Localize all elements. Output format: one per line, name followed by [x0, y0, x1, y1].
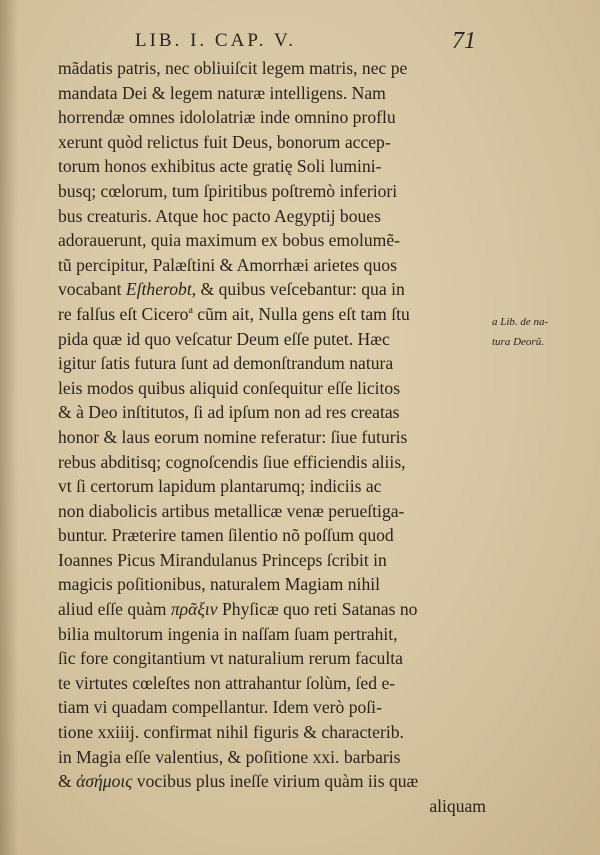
text-line: tũ percipitur, Palæſtini & Amorrhæi arietes quos [58, 254, 397, 275]
text-line: non diabolicis artibus metallicæ venæ perueſtiga- [58, 500, 405, 521]
running-head-title: LIB. I. CAP. V. [135, 30, 296, 51]
text-segment: re falſus eſt Cicero [58, 303, 189, 324]
text-line: magicis poſitionibus, naturalem Magiam nihil [58, 574, 381, 595]
text-line [58, 769, 486, 794]
text-segment: cũm ait, Nulla gens eſt tam ſtu [192, 303, 410, 324]
text-line: rebus abditisq; cognoſcendis ſiue efficiendis aliis, [58, 451, 406, 472]
text-line: igitur ſatis futura ſunt ad demonſtrandum natura [58, 353, 394, 374]
text-line: honor & laus eorum nomine referatur: ſiue futuris [58, 426, 408, 447]
text-line: leis modos quibus aliquid conſequitur eſſe licitos [58, 377, 401, 398]
text-segment: aliud eſſe quàm [58, 599, 171, 620]
text-segment: vocibus plus ineſſe virium quàm iis quæ [132, 771, 419, 792]
text-line: ſic fore congitantium vt naturalium rerum faculta [58, 648, 403, 669]
text-segment: Phyſicæ quo reti Satanas no [217, 599, 418, 620]
text-line: buntur. Præterire tamen ſilentio nõ poſſum quod [58, 525, 394, 546]
text-line: te virtutes cœleſtes non attrahantur ſolùm, ſed e- [58, 672, 396, 693]
text-segment: Lib. de na- [500, 316, 549, 328]
marginal-note [492, 312, 592, 352]
text-segment: vocabant [58, 279, 126, 300]
text-line: tione xxiiij. confirmat nihil figuris & characterib. [58, 722, 404, 743]
text-line: tiam vi quadam compellantur. Idem verò poſi- [58, 697, 382, 718]
text-segment: & [58, 771, 77, 792]
text-line: in Magia eſſe valentius, & poſitione xxi. barbaris [58, 746, 401, 767]
text-line: vt ſi certorum lapidum plantarumq; indiciis ac [58, 476, 382, 497]
text-line: busq; cœlorum, tum ſpiritibus poſtremò inferiori [58, 180, 398, 201]
text-line [58, 302, 486, 327]
catchword: aliquam [429, 795, 486, 816]
text-segment: , & quibus veſcebantur: qua in [191, 279, 405, 300]
footnote-mark: a [492, 316, 498, 328]
text-line: Ioannes Picus Mirandulanus Princeps ſcribit in [58, 549, 387, 570]
italic-word: Eſtherobt [125, 279, 192, 300]
text-line: xerunt quòd relictus fuit Deus, bonorum accep- [58, 131, 391, 152]
body-text [58, 56, 486, 818]
text-line: horrendæ omnes idololatriæ inde omnino proflu [58, 107, 396, 128]
text-line: pida quæ id quo veſcatur Deum eſſe putet. Hæc [58, 328, 390, 349]
text-line: mandata Dei & legem naturæ intelligens. Nam [58, 82, 386, 103]
marginal-note-line: tura Deorũ. [492, 336, 544, 348]
text-line: bilia multorum ingenia in naſſam ſuam pertrahit, [58, 623, 398, 644]
text-line [58, 277, 486, 302]
gutter-shadow [0, 0, 18, 855]
text-line: bus creaturis. Atque hoc pacto Aegyptij boues [58, 205, 381, 226]
folio-number: 71 [452, 28, 476, 54]
text-line: & à Deo inſtitutos, ſi ad ipſum non ad res creatas [58, 402, 400, 423]
text-line: torum honos exhibitus acte gratię Soli lumini- [58, 156, 382, 177]
footnote-mark: a [188, 305, 193, 317]
greek-word: πρᾶξιν [170, 599, 218, 620]
greek-word: ἀσήμοις [76, 771, 133, 792]
text-line [58, 597, 486, 622]
text-line: mãdatis patris, nec obliuiſcit legem matris, nec pe [58, 58, 408, 78]
running-head [0, 28, 600, 58]
marginal-note-line [492, 312, 592, 332]
text-line: adorauerunt, quia maximum ex bobus emolumẽ- [58, 230, 401, 251]
